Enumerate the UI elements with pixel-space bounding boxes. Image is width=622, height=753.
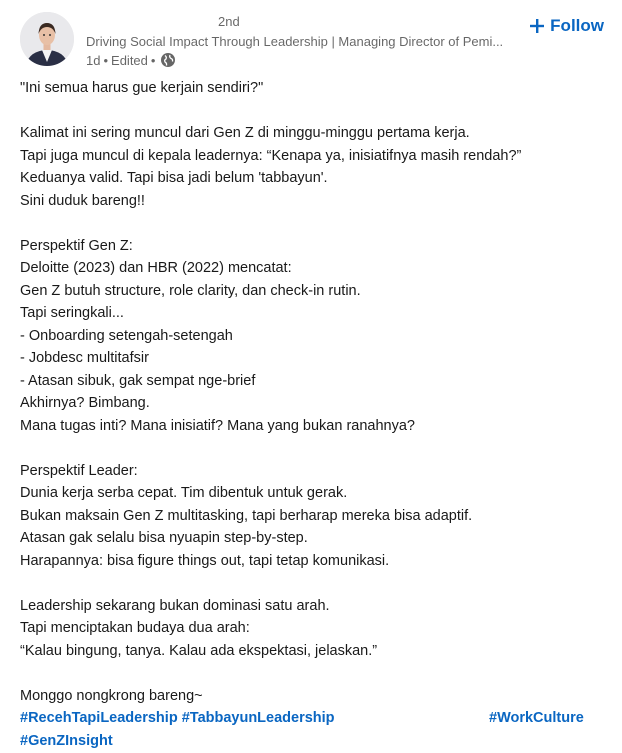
post-line: Tapi juga muncul di kepala leadernya: “Kenapa ya, inisiatifnya masih rendah?” bbox=[20, 147, 522, 164]
post-line: Deloitte (2023) dan HBR (2022) mencatat: bbox=[20, 260, 292, 276]
post-line: Tapi menciptakan budaya dua arah: bbox=[20, 620, 250, 636]
post-line: Tapi seringkali... bbox=[20, 305, 124, 321]
post-meta bbox=[86, 52, 176, 68]
post-line: Perspektif Gen Z: bbox=[20, 237, 133, 254]
author-headline[interactable]: Driving Social Impact Through Leadership | Managing Director of Pemi... bbox=[86, 34, 504, 49]
hashtag-link[interactable]: #RecehTapiLeadership bbox=[20, 710, 178, 726]
post-line: - Jobdesc multitafsir bbox=[20, 350, 149, 366]
post-line: Harapannya: bisa figure things out, tapi tetap komunikasi. bbox=[20, 552, 390, 569]
plus-icon bbox=[530, 19, 544, 33]
blank-line bbox=[20, 662, 610, 685]
post-line: Gen Z butuh structure, role clarity, dan check-in rutin. bbox=[20, 282, 361, 299]
hashtag-row-2 bbox=[20, 730, 610, 753]
globe-icon bbox=[160, 52, 176, 68]
author-avatar[interactable] bbox=[20, 12, 74, 66]
post-line: - Atasan sibuk, gak sempat nge-brief bbox=[20, 372, 256, 389]
edited-label: Edited bbox=[111, 52, 148, 68]
post-header bbox=[0, 0, 622, 76]
post-line: - Onboarding setengah-setengah bbox=[20, 327, 233, 344]
follow-label: Follow bbox=[550, 16, 604, 35]
hashtag-link[interactable]: #GenZInsight bbox=[20, 732, 113, 749]
post-body bbox=[20, 77, 610, 752]
post-line: "Ini semua harus gue kerjain sendiri?" bbox=[20, 80, 264, 96]
post-line: Kalimat ini sering muncul dari Gen Z di minggu-minggu pertama kerja. bbox=[20, 125, 470, 141]
hashtag-group bbox=[20, 707, 335, 730]
post-line: Dunia kerja serba cepat. Tim dibentuk untuk gerak. bbox=[20, 485, 348, 501]
post-line: Keduanya valid. Tapi bisa jadi belum 'tabbayun'. bbox=[20, 170, 328, 186]
hashtag-link[interactable]: #TabbayunLeadership bbox=[181, 710, 335, 726]
post-line: Mana tugas inti? Mana inisiatif? Mana yang bukan ranahnya? bbox=[20, 417, 415, 434]
blank-line bbox=[20, 100, 610, 123]
blank-line bbox=[20, 437, 610, 460]
connection-degree: 2nd bbox=[218, 14, 240, 29]
post-line: Akhirnya? Bimbang. bbox=[20, 395, 150, 411]
hashtag-link[interactable]: #WorkCulture bbox=[489, 710, 584, 726]
meta-separator: • bbox=[103, 52, 109, 68]
avatar-photo bbox=[20, 12, 74, 66]
blank-line bbox=[20, 572, 610, 595]
post-line: “Kalau bingung, tanya. Kalau ada ekspektasi, jelaskan.” bbox=[20, 642, 378, 659]
blank-line bbox=[20, 212, 610, 235]
post-time: 1d bbox=[86, 52, 101, 68]
post-line: Perspektif Leader: bbox=[20, 462, 138, 479]
meta-separator-2: • bbox=[150, 52, 156, 68]
follow-button[interactable] bbox=[528, 14, 606, 38]
post-line: Monggo nongkrong bareng~ bbox=[20, 687, 203, 704]
post-line: Sini duduk bareng!! bbox=[20, 192, 145, 209]
post-line: Atasan gak selalu bisa nyuapin step-by-step. bbox=[20, 530, 308, 546]
post-line: Leadership sekarang bukan dominasi satu arah. bbox=[20, 597, 330, 614]
hashtag-row bbox=[20, 707, 610, 730]
post-line: Bukan maksain Gen Z multitasking, tapi berharap mereka bisa adaptif. bbox=[20, 507, 473, 524]
